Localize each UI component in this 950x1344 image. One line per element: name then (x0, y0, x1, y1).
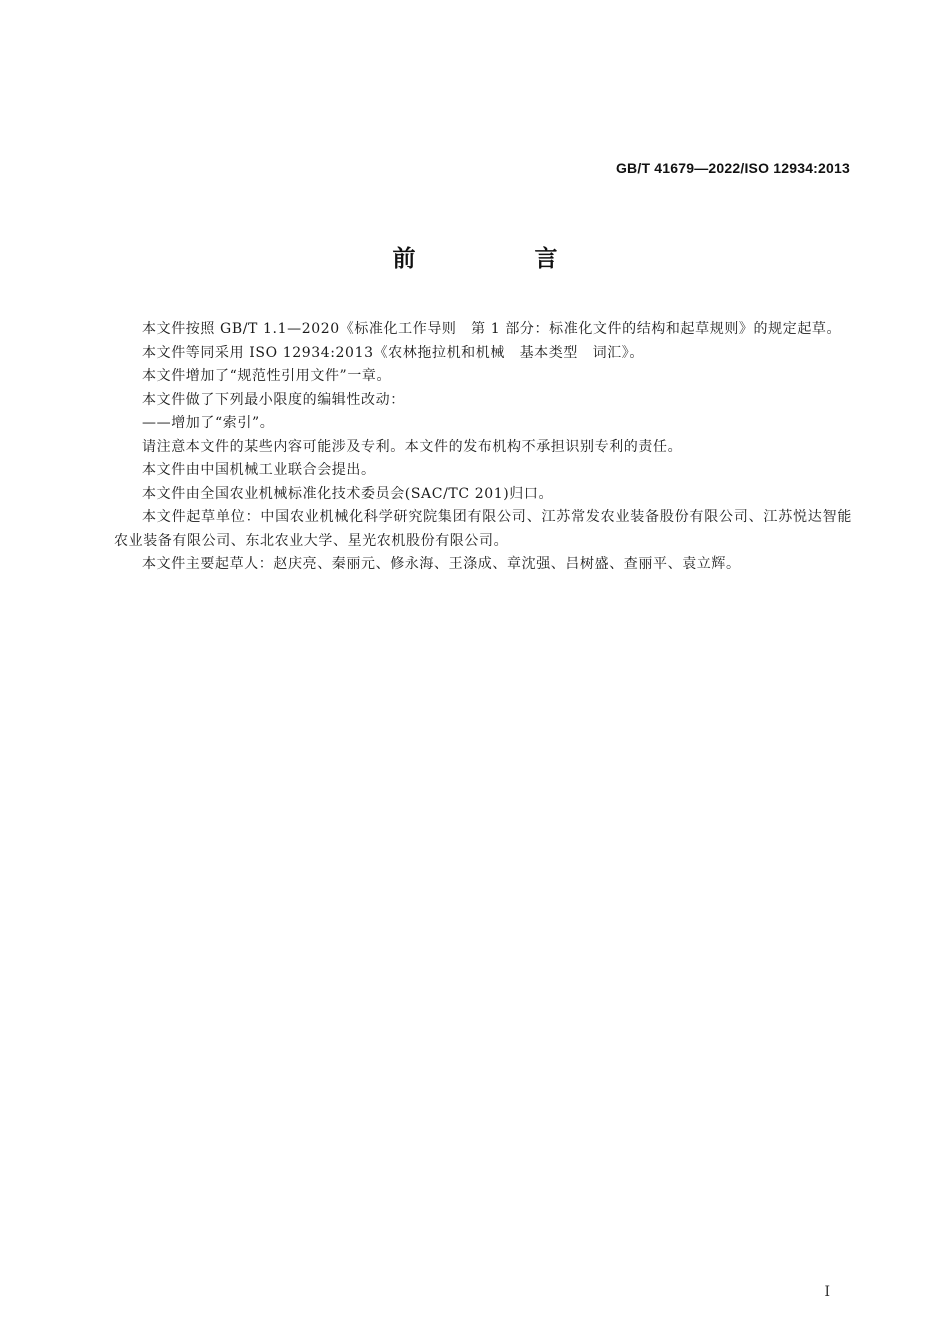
paragraph-drafting-organizations: 本文件起草单位：中国农业机械化科学研究院集团有限公司、江苏常发农业装备股份有限公司、江苏悦达智能农业装备有限公司、东北农业大学、星光农机股份有限公司。 (114, 509, 852, 549)
paragraph-iso-adoption: 本文件等同采用 ISO 12934:2013《农林拖拉机和机械 基本类型 词汇》。 (142, 344, 644, 361)
paragraph-patent-notice: 请注意本文件的某些内容可能涉及专利。本文件的发布机构不承担识别专利的责任。 (142, 438, 683, 455)
page-title: 前 言 (392, 246, 606, 272)
list-item-added-index: ——增加了“索引”。 (142, 415, 275, 431)
paragraph-proposed-by: 本文件由中国机械工业联合会提出。 (142, 462, 376, 478)
paragraph-drafting-rules: 本文件按照 GB/T 1.1—2020《标准化工作导则 第 1 部分：标准化文件的结构和起草规则》的规定起草。 (142, 321, 842, 337)
standard-number: GB/T 41679—2022/ISO 12934:2013 (615, 160, 850, 176)
paragraph-main-drafters: 本文件主要起草人：赵庆亮、秦丽元、修永海、王涤成、章沈强、吕树盛、查丽平、袁立辉。 (142, 556, 741, 572)
paragraph-editorial-changes: 本文件做了下列最小限度的编辑性改动： (142, 391, 405, 408)
paragraph-added-chapter: 本文件增加了“规范性引用文件”一章。 (142, 368, 392, 384)
foreword-body (114, 318, 852, 577)
page-number: I (824, 1284, 830, 1300)
paragraph-administered-by: 本文件由全国农业机械标准化技术委员会(SAC/TC 201)归口。 (142, 485, 554, 502)
